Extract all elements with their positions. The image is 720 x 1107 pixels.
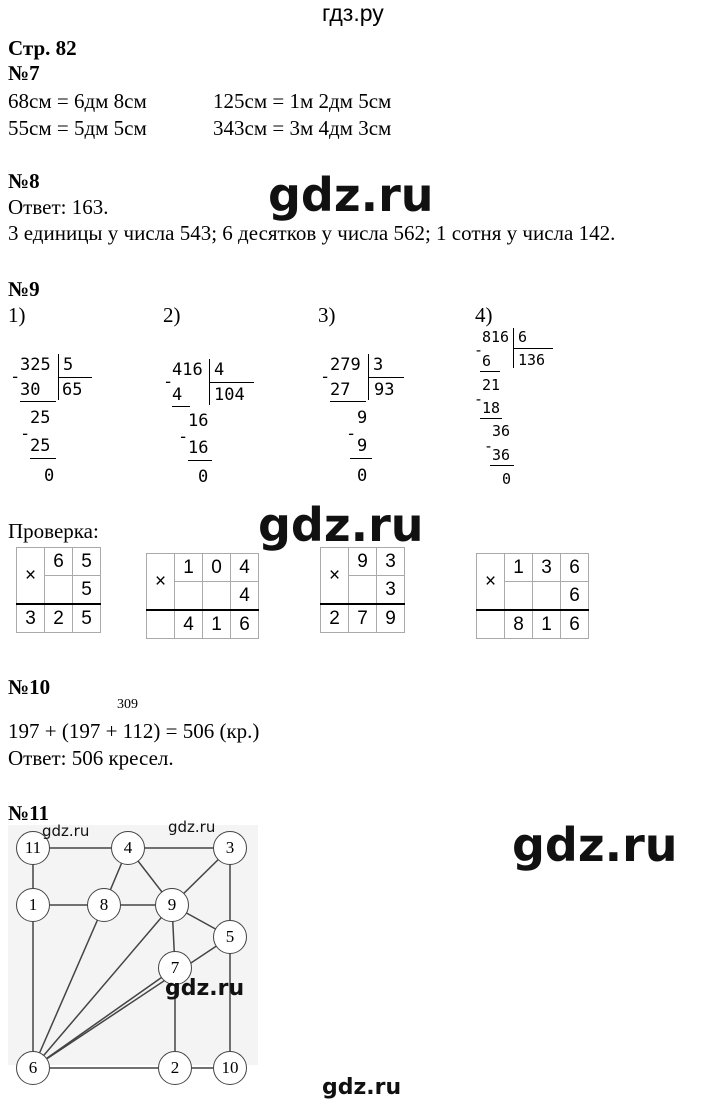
minus-sign: - [163,372,174,392]
graph-node-8: 8 [87,888,121,922]
step: 21 [482,376,501,394]
step: 25 [30,436,51,456]
graph-node-2: 2 [158,1051,192,1085]
step: 36 [492,422,511,440]
quotient: 136 [518,351,546,369]
minus-sign: - [484,437,494,455]
task11-label: №11 [8,801,49,825]
step: 16 [188,411,209,431]
graph-node-10: 10 [213,1051,247,1085]
cell: 6 [561,582,589,611]
graph-node-6: 6 [16,1051,50,1085]
quotient: 104 [214,385,245,405]
watermark: gdz.ru [258,498,424,552]
site-header: гдз.ру [322,0,384,26]
step: 18 [482,399,501,417]
cell: 5 [73,576,101,605]
task7-line: 125см = 1м 2дм 5см [213,89,392,113]
watermark: gdz.ru [165,976,245,1001]
step: 30 [20,380,41,400]
dividend: 279 [330,355,361,375]
minus-sign: - [474,341,484,359]
minus-sign: - [346,424,357,444]
graph-node-7: 7 [158,951,192,985]
cell: 3 [377,548,405,576]
part-number: 4) [475,303,493,327]
step: 0 [357,466,368,486]
graph-node-4: 4 [111,831,145,865]
minus-sign: - [474,390,484,408]
cell: 0 [203,554,231,582]
task10-answer: Ответ: 506 кресел. [8,746,174,770]
multiply-sign: × [321,548,349,605]
dividend: 416 [172,360,203,380]
step: 9 [357,408,368,428]
task7-label: №7 [8,61,40,85]
graph-node-9: 9 [155,888,189,922]
minus-sign: - [10,367,21,387]
step: 36 [492,446,511,464]
multiply-sign: × [147,554,175,611]
cell: 5 [73,548,101,576]
graph-node-11: 11 [16,831,50,865]
cell: 1 [175,554,203,582]
cell: 1 [533,610,561,639]
part-number: 1) [8,303,26,327]
divisor: 4 [214,360,225,380]
step: 9 [357,436,368,456]
cell: 5 [73,604,101,633]
quotient: 65 [62,380,83,400]
cell: 9 [377,604,405,633]
cell: 8 [505,610,533,639]
step: 27 [330,380,351,400]
divisor: 3 [373,355,384,375]
watermark: gdz.ru [168,818,216,836]
cell: 4 [231,554,259,582]
cell: 2 [45,604,73,633]
graph-node-1: 1 [16,888,50,922]
dividend: 816 [482,328,510,346]
minus-sign: - [320,367,331,387]
task7-line: 343см = 3м 4дм 3см [213,116,392,140]
cell: 4 [231,582,259,611]
cell: 7 [349,604,377,633]
watermark: gdz.ru [42,822,90,840]
step: 0 [502,470,512,488]
quotient: 93 [374,380,395,400]
cell: 6 [231,610,259,639]
step: 0 [198,467,209,487]
cell: 6 [45,548,73,576]
task8-label: №8 [8,169,40,193]
watermark: gdz.ru [512,818,678,872]
step: 25 [30,408,51,428]
task8-text: 3 единицы у числа 543; 6 десятков у числа 562; 1 сотня у числа 142. [8,221,616,245]
task8-answer: Ответ: 163. [8,195,109,219]
cell: 6 [561,554,589,582]
watermark: gdz.ru [322,1075,402,1100]
part-number: 2) [163,303,181,327]
step: 6 [482,352,492,370]
graph-node-5: 5 [213,920,247,954]
step: 16 [188,438,209,458]
page-reference: Стр. 82 [8,36,77,60]
multiply-sign: × [17,548,45,605]
check-label: Проверка: [8,519,99,543]
multiply-sign: × [477,554,505,611]
divisor: 5 [63,355,74,375]
dividend: 325 [20,355,51,375]
step: 4 [172,385,183,405]
step: 0 [44,466,55,486]
cell: 3 [17,604,45,633]
minus-sign: - [178,427,189,447]
cell: 4 [175,610,203,639]
task9-label: №9 [8,277,40,301]
task10-note: 309 [117,697,138,712]
cell: 2 [321,604,349,633]
cell: 6 [561,610,589,639]
task10-label: №10 [8,675,51,699]
cell: 1 [203,610,231,639]
task7-line: 68см = 6дм 8см [8,89,147,113]
cell: 9 [349,548,377,576]
minus-sign: - [20,424,31,444]
part-number: 3) [318,303,336,327]
graph-node-3: 3 [213,831,247,865]
watermark: gdz.ru [268,168,434,222]
cell: 1 [505,554,533,582]
task7-line: 55см = 5дм 5см [8,116,147,140]
cell: 3 [533,554,561,582]
task10-expression: 197 + (197 + 112) = 506 (кр.) [8,719,260,743]
cell: 3 [377,576,405,605]
divisor: 6 [518,328,528,346]
